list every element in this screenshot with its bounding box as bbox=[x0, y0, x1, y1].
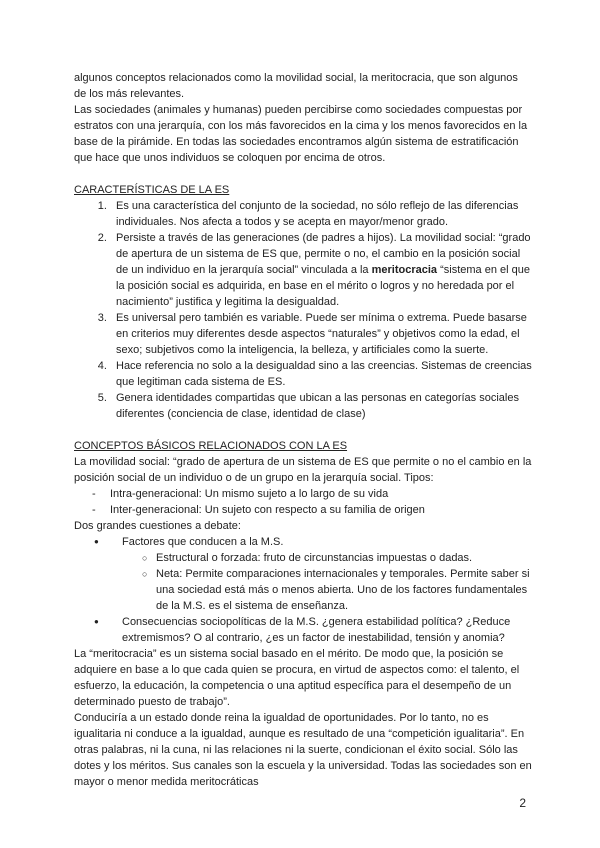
list-item: 1. Es una característica del conjunto de la sociedad, no sólo reflejo de las diferencias individuales. Nos afecta a todos y se acepta en mayor/menor grado. bbox=[110, 198, 532, 230]
debate-list bbox=[74, 534, 532, 646]
types-list bbox=[74, 486, 532, 518]
bold-term: meritocracia bbox=[371, 264, 438, 276]
page-number: 2 bbox=[519, 796, 526, 810]
document-page bbox=[74, 70, 532, 790]
list-item-text: Persiste a través de las generaciones (de padres a hijos). La movilidad social: “grado de apertura de un sistema de ES que, permite o no, el cambio en la posición social de un individuo en la jerarquía social” vinculada a la bbox=[116, 232, 531, 276]
section-heading-conceptos: CONCEPTOS BÁSICOS RELACIONADOS CON LA ES bbox=[74, 440, 348, 452]
list-item bbox=[110, 534, 532, 614]
caracteristicas-list bbox=[74, 198, 532, 422]
conduciria-paragraph: Conduciría a un estado donde reina la igualdad de oportunidades. Por lo tanto, no es igualitaria ni conduce a la igualdad, aunque es resultado de una “competición igualitaria”. En otras palabras, ni la cuna, ni las relaciones ni la suerte, condicionan el éxito social. Sólo las dotes y los méritos. Sus canales son la escuela y la universidad. Todas las sociedades son en mayor o menor medida meritocráticas bbox=[74, 712, 532, 788]
intro-paragraph-2: Las sociedades (animales y humanas) pueden percibirse como sociedades compuestas por estratos con una jerarquía, con los más favorecidos en la cima y los menos favorecidos en la base de la pirámide. En todas las sociedades encontramos algún sistema de estratificación que hace que unos individuos se coloquen por encima de otros. bbox=[74, 104, 528, 164]
factores-sublist bbox=[122, 550, 532, 614]
list-item bbox=[110, 230, 532, 310]
list-item: 5. Genera identidades compartidas que ubican a las personas en categorías sociales diferentes (conciencia de clase, identidad de clase) bbox=[110, 390, 532, 422]
intro-paragraph-1: algunos conceptos relacionados como la movilidad social, la meritocracia, que son algunos de los más relevantes. bbox=[74, 72, 518, 100]
list-item: 3. Es universal pero también es variable. Puede ser mínima o extrema. Puede basarse en criterios muy diferentes desde aspectos “naturales” y objetivos como la edad, el sexo; subjetivos como la inteligencia, la belleza, y artificiales como la suerte. bbox=[110, 310, 532, 358]
list-item: ○ Estructural o forzada: fruto de circunstancias impuestas o dadas. bbox=[142, 550, 532, 566]
factores-text: Factores que conducen a la M.S. bbox=[122, 536, 284, 548]
list-item: ● Consecuencias sociopolíticas de la M.S. ¿genera estabilidad política? ¿Reduce extremismos? O al contrario, ¿es un factor de inestabilidad, tensión y anomia? bbox=[110, 614, 532, 646]
movilidad-paragraph: La movilidad social: “grado de apertura de un sistema de ES que permite o no el cambio en la posición social de un individuo o de un grupo en la jerarquía social. Tipos: bbox=[74, 456, 532, 484]
list-item-text: “sistema en el que la posición social es adquirida, en base en el mérito o logros y no heredada por el nacimiento” justifica y legitima la desigualdad. bbox=[116, 264, 530, 308]
list-item: - Intra-generacional: Un mismo sujeto a lo largo de su vida bbox=[74, 486, 532, 502]
list-item: - Inter-generacional: Un sujeto con respecto a su familia de origen bbox=[74, 502, 532, 518]
meritocracia-paragraph: La “meritocracia” es un sistema social basado en el mérito. De modo que, la posición se adquiere en base a lo que cada quien se procura, en virtud de aspectos como: el talento, el esfuerzo, la educación, la competencia o una aptitud específica para el desempeño de un determinado puesto de trabajo”. bbox=[74, 648, 520, 708]
list-item: 4. Hace referencia no solo a la desigualdad sino a las creencias. Sistemas de creencias que legitiman cada sistema de ES. bbox=[110, 358, 532, 390]
debate-paragraph: Dos grandes cuestiones a debate: bbox=[74, 520, 241, 532]
section-heading-caracteristicas: CARACTERÍSTICAS DE LA ES bbox=[74, 184, 230, 196]
list-item: ○ Neta: Permite comparaciones internacionales y temporales. Permite saber si una sociedad está más o menos abierta. Uno de los factores fundamentales de la M.S. es el sistema de enseñanza. bbox=[142, 566, 532, 614]
